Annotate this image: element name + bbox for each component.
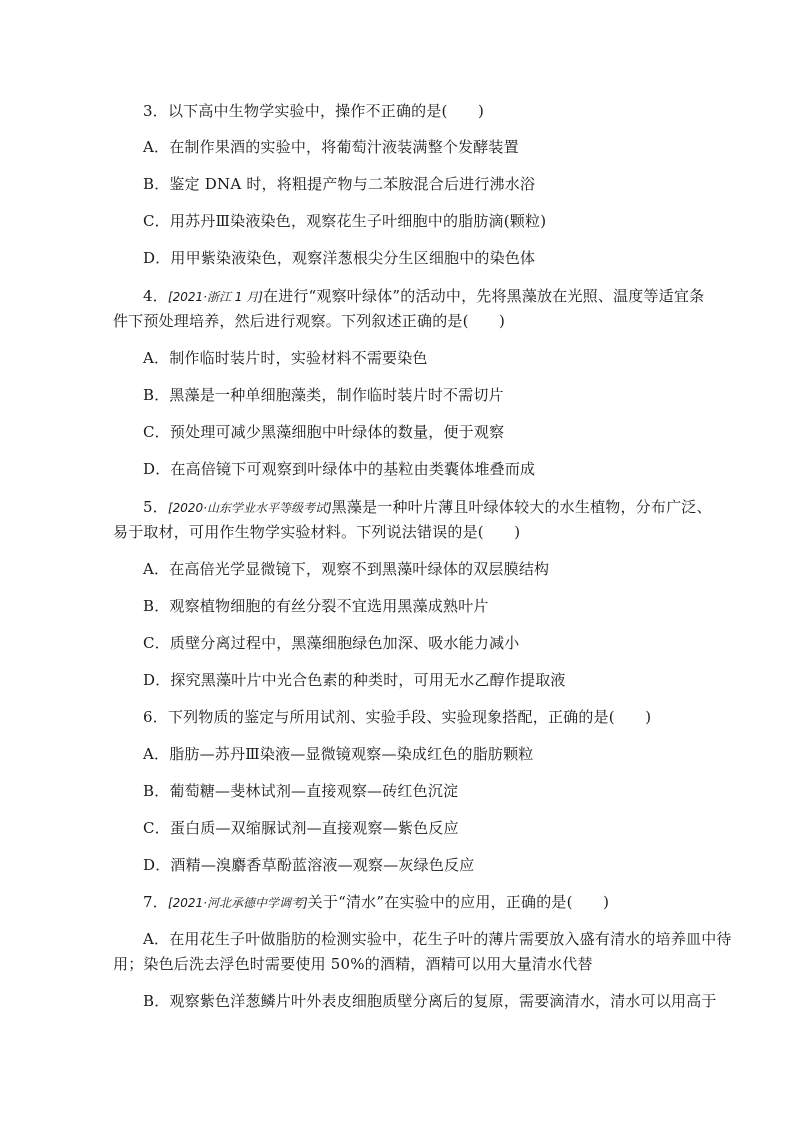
question-7-option-b: B．观察紫色洋葱鳞片叶外表皮细胞质壁分离后的复原，需要滴清水，清水可以用高于 [143, 992, 717, 1010]
question-5-option-b: B．观察植物细胞的有丝分裂不宜选用黑藻成熟叶片 [143, 597, 489, 615]
question-3-option-d: D．用甲紫染液染色，观察洋葱根尖分生区细胞中的染色体 [143, 249, 536, 267]
question-7-option-a: A．在用花生子叶做脂肪的检测实验中，花生子叶的薄片需要放入盛有清水的培养皿中待 [143, 930, 732, 948]
question-5-option-c: C．质壁分离过程中，黑藻细胞绿色加深、吸水能力减小 [143, 634, 520, 652]
question-number: 7． [143, 893, 168, 911]
question-4-stem [143, 286, 704, 307]
question-5-stem [143, 497, 712, 518]
question-4-option-d: D．在高倍镜下可观察到叶绿体中的基粒由类囊体堆叠而成 [143, 460, 536, 478]
question-3-option-c: C．用苏丹Ⅲ染液染色，观察花生子叶细胞中的脂肪滴(颗粒) [143, 212, 547, 230]
question-6-option-a: A．脂肪—苏丹Ⅲ染液—显微镜观察—染成红色的脂肪颗粒 [143, 745, 534, 763]
question-7-option-a-continued: 用；染色后洗去浮色时需要使用 50%的酒精，酒精可以用大量清水代替 [113, 955, 593, 973]
question-4-option-b: B．黑藻是一种单细胞藻类，制作临时装片时不需切片 [143, 386, 504, 404]
question-5-stem-continued: 易于取材，可用作生物学实验材料。下列说法错误的是( ) [113, 523, 521, 541]
question-source: [2021·河北承德中学调考] [167, 896, 308, 910]
question-5-option-d: D．探究黑藻叶片中光合色素的种类时，可用无水乙醇作提取液 [143, 671, 566, 689]
question-source: [2021·浙江 1 月] [167, 290, 263, 304]
question-4-stem-text: 在进行“观察叶绿体”的活动中，先将黑藻放在光照、温度等适宜条 [262, 287, 705, 305]
question-6-option-c: C．蛋白质—双缩脲试剂—直接观察—紫色反应 [143, 819, 459, 837]
question-6-stem: 6．下列物质的鉴定与所用试剂、实验手段、实验现象搭配，正确的是( ) [143, 708, 652, 726]
question-7-stem-text: 关于“清水”在实验中的应用，正确的是( ) [307, 893, 610, 911]
question-4-option-a: A．制作临时装片时，实验材料不需要染色 [143, 349, 428, 367]
question-3-option-b: B．鉴定 DNA 时，将粗提产物与二苯胺混合后进行沸水浴 [143, 175, 536, 193]
question-6-option-b: B．葡萄糖—斐林试剂—直接观察—砖红色沉淀 [143, 782, 459, 800]
question-7-stem [143, 892, 609, 913]
question-5-stem-text: 黑藻是一种叶片薄且叶绿体较大的水生植物，分布广泛、 [331, 498, 712, 516]
question-5-option-a: A．在高倍光学显微镜下，观察不到黑藻叶绿体的双层膜结构 [143, 560, 550, 578]
question-3-option-a: A．在制作果酒的实验中，将葡萄汁液装满整个发酵装置 [143, 138, 519, 156]
question-number: 5． [143, 498, 168, 516]
question-6-option-d: D．酒精—溴麝香草酚蓝溶液—观察—灰绿色反应 [143, 856, 475, 874]
question-number: 4． [143, 287, 168, 305]
question-4-option-c: C．预处理可减少黑藻细胞中叶绿体的数量，便于观察 [143, 423, 505, 441]
question-source: [2020·山东学业水平等级考试] [167, 501, 332, 515]
question-3-stem: 3．以下高中生物学实验中，操作不正确的是( ) [143, 102, 485, 120]
question-4-stem-continued: 件下预处理培养，然后进行观察。下列叙述正确的是( ) [113, 312, 506, 330]
